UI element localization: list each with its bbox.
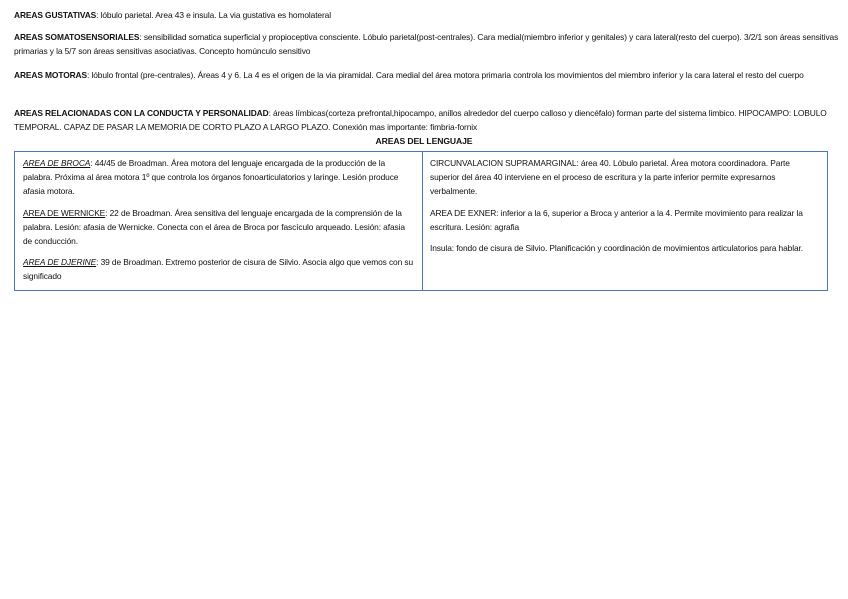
paragraph-text: : sensibilidad somatica superficial y propioceptiva consciente. Lóbulo parietal(post-centrales). Cara medial(miembro inferior y genitales) y cara lateral(resto del cuerpo). 3/2/1 son áreas sensitivas primarias y la 5/7 son áreas sensitivas asociativas. Concepto homúnculo sensitivo: [14, 32, 839, 56]
cell-area-broca: [23, 156, 416, 199]
cell-circunvalacion-supramarginal: CIRCUNVALACION SUPRAMARGINAL: área 40. Lóbulo parietal. Área motora coordinadora. Parte superior del área 40 interviene en el proceso de escritura y la parte inferior permite expresarnos verbalmente.: [430, 158, 790, 197]
cell-area-djerine: [23, 255, 416, 283]
paragraph-term: AREAS RELACIONADAS CON LA CONDUCTA Y PERSONALIDAD: [14, 108, 269, 118]
paragraph-text: : áreas límbicas(corteza prefrontal,hipocampo, anillos alrededor del cuerpo calloso y diencéfalo) forman parte del sistema limbico. HIPOCAMPO: LOBULO TEMPORAL. CAPAZ DE PASAR LA MEMORIA DE CORTO PLAZO A LARGO PLAZO. Conexión mas importante: fimbria-fornix: [14, 108, 827, 132]
cell-area-wernicke: [23, 206, 416, 249]
cell-area-exner: AREA DE EXNER: inferior a la 6, superior a Broca y anterior a la 4. Permite movimiento para realizar la escritura. Lesión: agrafia: [430, 207, 803, 232]
paragraph-areas-somatosensoriales: [14, 30, 842, 58]
table-title: AREAS DEL LENGUAJE: [375, 136, 473, 146]
paragraph-text: : lóbulo parietal. Area 43 e insula. La via gustativa es homolateral: [96, 10, 331, 20]
paragraph-term: AREAS SOMATOSENSORIALES: [14, 32, 140, 42]
paragraph-term: AREAS GUSTATIVAS: [14, 10, 97, 20]
paragraph-areas-gustativas: [14, 8, 842, 22]
cell-insula: Insula: fondo de cisura de Silvio. Planificación y coordinación de movimientos articulatorios para hablar.: [430, 243, 803, 254]
cell-text: : 39 de Broadman. Extremo posterior de cisura de Silvio. Asocia algo que vemos con su significado: [23, 257, 414, 282]
paragraph-term: AREAS MOTORAS: [14, 70, 87, 80]
paragraph-areas-conducta: [14, 106, 842, 134]
language-areas-table: [14, 151, 828, 291]
table-left-column: [15, 152, 423, 290]
paragraph-areas-motoras: [14, 68, 842, 82]
table-right-column: [423, 152, 827, 290]
cell-term: AREA DE DJERINE: [23, 257, 97, 268]
paragraph-text: : lóbulo frontal (pre-centrales). Áreas 4 y 6. La 4 es el origen de la via piramidal. Cara medial del área motora primaria controla los movimientos del miembro inferior y la cara lateral el resto del cuerpo: [87, 70, 804, 80]
cell-term: AREA DE WERNICKE: [23, 207, 106, 218]
cell-term: AREA DE BROCA: [23, 158, 91, 168]
cell-text: : 44/45 de Broadman. Área motora del lenguaje encargada de la producción de la palabra. Próxima al área motora 1º que controla los órganos fonoarticulatorios y laringe. Lesión produce afasia motora.: [23, 158, 399, 197]
cell-text: : 22 de Broadman. Área sensitiva del lenguaje encargada de la comprensión de la palabra. Lesión: afasia de Wernicke. Conecta con el área de Broca por fascículo arqueado. Lesión: afasia de conducción.: [23, 207, 405, 247]
